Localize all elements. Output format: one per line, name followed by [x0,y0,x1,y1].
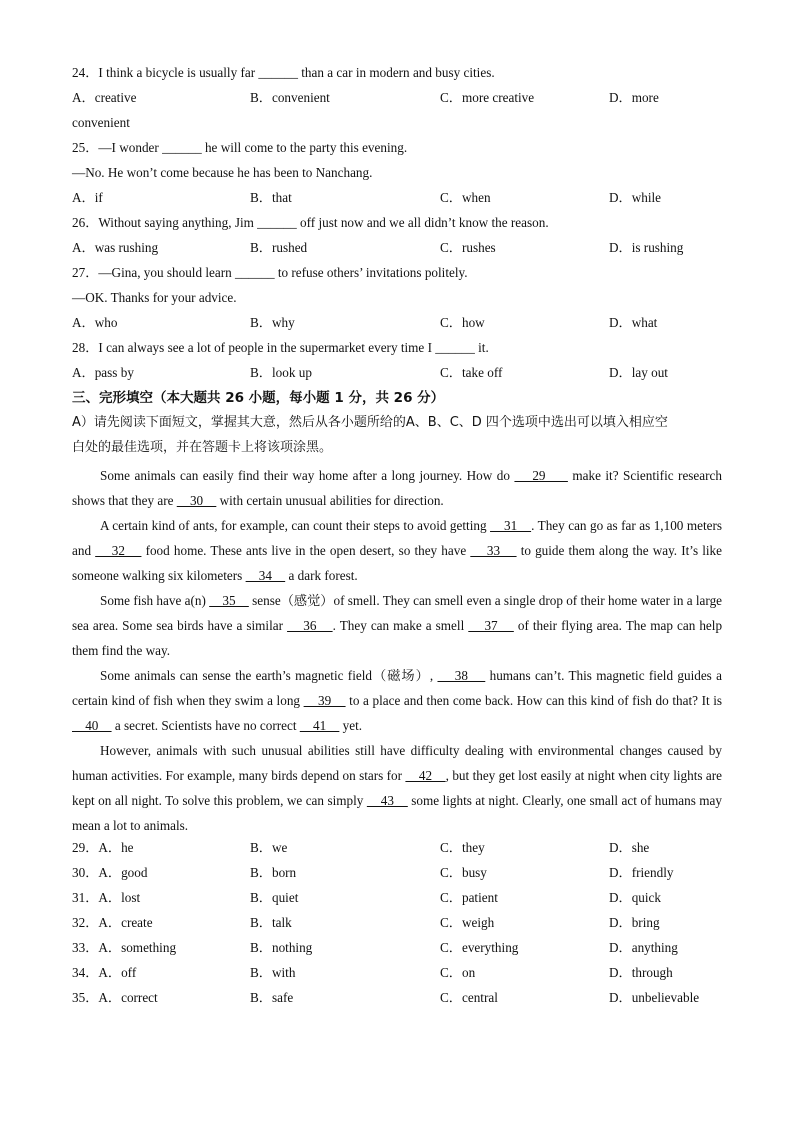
text: to guide them along the way. It’s like someone walking six kilometers [72,543,722,583]
option-a: A．creative [72,90,137,105]
blank-40: 40 [72,718,112,733]
page-content [72,63,722,1013]
passage-paragraph-4 [72,663,722,738]
blank-33: 33 [470,543,517,558]
question-30-options [72,863,722,888]
option-c: C．everything [440,940,519,955]
text: Some animals can sense the earth’s magnetic field（磁场）, [100,668,438,683]
option-d: D．she [609,840,650,855]
question-24-stem: 24．I think a bicycle is usually far ______ than a car in modern and busy cities. [72,65,495,80]
question-28-stem: 28．I can always see a lot of people in the supermarket every time I ______ it. [72,340,489,355]
option-a: A．who [72,315,118,330]
option-a: 31．A．lost [72,890,141,905]
passage-paragraph-2 [72,513,722,588]
passage-paragraph-1 [72,463,722,513]
option-a: A．was rushing [72,240,159,255]
text: Some animals can easily find their way home after a long journey. How do [100,468,515,483]
blank-32: 32 [95,543,142,558]
option-d: D．unbelievable [609,990,700,1005]
text: Some fish have a(n) [100,593,210,608]
option-c: C．rushes [440,240,496,255]
question-24-options [72,88,722,113]
option-c: C．when [440,190,491,205]
option-c: C．more creative [440,90,535,105]
text: . They can go as far as 1,100 meters and [72,518,723,558]
text: a dark forest. [285,568,358,583]
option-a: 35．A．correct [72,990,158,1005]
question-27-stem: 27．—Gina, you should learn ______ to refuse others’ invitations politely. [72,265,468,280]
question-32-options [72,913,722,938]
option-c: C．on [440,965,476,980]
option-b: B．with [250,965,296,980]
question-28-options [72,363,722,388]
section-heading: 三、完形填空（本大题共 26 小题，每小题 1 分，共 26 分） [72,390,445,406]
question-27-options [72,313,722,338]
option-d: D．friendly [609,865,674,880]
blank-34: 34 [245,568,286,583]
option-c: C．how [440,315,485,330]
option-b: B．nothing [250,940,313,955]
passage-paragraph-3 [72,588,722,663]
text: humans can’t. This magnetic field guides a certain kind of fish when they swim a long [72,668,722,708]
text: with certain unusual abilities for direction. [216,493,444,508]
question-25-options [72,188,722,213]
option-d: D．lay out [609,365,668,380]
question-31-options [72,888,722,913]
option-a: A．if [72,190,103,205]
section-instructions-line-2: 白处的最佳选项，并在答题卡上将该项涂黑。 [72,440,333,455]
option-d: D．is rushing [609,240,684,255]
blank-31: 31 [490,518,532,533]
option-b: B．born [250,865,297,880]
option-b: B．look up [250,365,312,380]
option-a: A．pass by [72,365,134,380]
text: yet. [339,718,363,733]
option-c: C．central [440,990,498,1005]
option-a: 29．A．he [72,840,134,855]
option-b: B．that [250,190,292,205]
text: , but they get lost easily at night when city lights are kept on all night. To solve this problem, we can simply [72,768,723,808]
text: However, animals with such unusual abilities still have difficulty dealing with environmental changes caused by human activities. For example, many birds depend on stars for [72,743,722,783]
question-34-options [72,963,722,988]
option-d: D．what [609,315,658,330]
text: of their flying area. The map can help them find the way. [72,618,723,658]
blank-29: 29 [514,468,568,483]
blank-43: 43 [366,793,408,808]
question-26-options [72,238,722,263]
option-d: D．through [609,965,673,980]
option-c: C．patient [440,890,498,905]
option-b: B．safe [250,990,294,1005]
text: to a place and then come back. How can this kind of fish do that? It is [345,693,723,708]
option-c: C．they [440,840,485,855]
blank-36: 36 [287,618,333,633]
option-a: 33．A．something [72,940,177,955]
text: make it? Scientific research shows that they are [72,468,722,508]
option-d: D．anything [609,940,678,955]
option-d: D．bring [609,915,660,930]
section-instructions-line-1: A）请先阅读下面短文，掌握其大意，然后从各小题所给的A、B、C、D 四个选项中选出可以填入相应空 [72,415,668,430]
text: food home. These ants live in the open desert, so they have [141,543,471,558]
blank-42: 42 [405,768,446,783]
blank-30: 30 [176,493,217,508]
option-b: B．why [250,315,295,330]
blank-35: 35 [209,593,249,608]
option-c: C．weigh [440,915,495,930]
option-c: C．take off [440,365,503,380]
text: a secret. Scientists have no correct [111,718,300,733]
question-26-stem: 26．Without saying anything, Jim ______ off just now and we all didn’t know the reason. [72,215,549,230]
option-b: B．convenient [250,90,330,105]
text: A certain kind of ants, for example, can count their steps to avoid getting [100,518,491,533]
blank-37: 37 [468,618,514,633]
passage-paragraph-5 [72,738,722,838]
option-d: D．more [609,90,659,105]
option-b: B．talk [250,915,292,930]
question-29-options [72,838,722,863]
question-35-options [72,988,722,1013]
question-27-reply: —OK. Thanks for your advice. [72,290,237,305]
text: some lights at night. Clearly, one small act of humans may mean a lot to animals. [72,793,723,833]
question-33-options [72,938,722,963]
option-d: D．quick [609,890,662,905]
option-b: B．quiet [250,890,299,905]
blank-41: 41 [299,718,340,733]
question-25-reply: —No. He won’t come because he has been to Nanchang. [72,165,373,180]
blank-39: 39 [303,693,346,708]
option-b: B．we [250,840,288,855]
text: . They can make a smell [332,618,469,633]
option-b: B．rushed [250,240,308,255]
blank-38: 38 [437,668,486,683]
option-c: C．busy [440,865,487,880]
option-a: 32．A．create [72,915,153,930]
question-25-stem: 25．—I wonder ______ he will come to the party this evening. [72,140,408,155]
option-a: 30．A．good [72,865,148,880]
option-d: D．while [609,190,662,205]
option-a: 34．A．off [72,965,137,980]
text: sense（感觉）of smell. They can smell even a single drop of their home water in a large sea area. Some sea birds have a similar [72,593,723,633]
question-24-option-d-wrap: convenient [72,115,130,130]
